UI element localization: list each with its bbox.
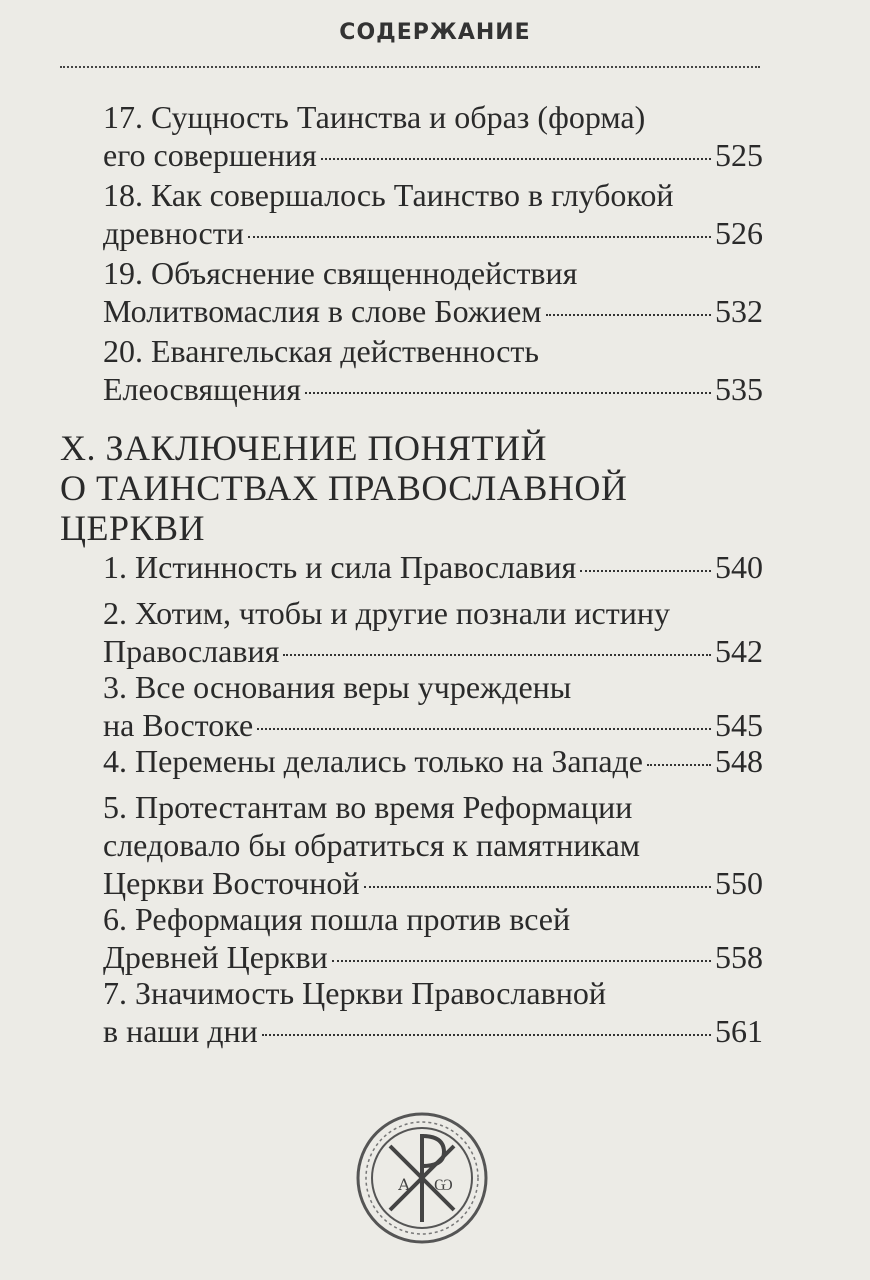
toc-entry-x-5[interactable]: 5. Протестантам во время Реформации следовало бы обратиться к памятникам Церкви Восточной 550 [103,789,763,901]
toc-entry-17[interactable]: 17. Сущность Таинства и образ (форма) его совершения 525 [103,99,763,173]
toc-entry-19[interactable]: 19. Объяснение священнодействия Молитвомаслия в слове Божием 532 [103,255,763,329]
page-number: 542 [715,633,763,669]
toc-entry-x-7[interactable]: 7. Значимость Церкви Православной в наши дни 561 [103,975,763,1049]
page-number: 548 [715,743,763,779]
toc-entry-x-3[interactable]: 3. Все основания веры учреждены на Востоке 545 [103,669,763,743]
toc-entry-x-2[interactable]: 2. Хотим, чтобы и другие познали истину Православия 542 [103,595,763,669]
toc-entry-20[interactable]: 20. Евангельская действенность Елеосвящения 535 [103,333,763,407]
toc-entry-x-6[interactable]: 6. Реформация пошла против всей Древней Церкви 558 [103,901,763,975]
page-number: 550 [715,865,763,901]
page-number: 540 [715,549,763,585]
header-divider [60,66,760,68]
omega-letter: Ѡ [434,1175,453,1194]
toc-entry-x-4[interactable]: 4. Перемены делались только на Западе 548 [103,743,763,779]
page-header: СОДЕРЖАНИЕ [339,20,531,45]
alpha-letter: А [398,1175,411,1194]
section-heading-x[interactable]: X. ЗАКЛЮЧЕНИЕ ПОНЯТИЙ О ТАИНСТВАХ ПРАВОСЛАВНОЙ ЦЕРКВИ [60,428,628,548]
page-number: 561 [715,1013,763,1049]
toc-entry-18[interactable]: 18. Как совершалось Таинство в глубокой древности 526 [103,177,763,251]
toc-entry-x-1[interactable]: 1. Истинность и сила Православия 540 [103,549,763,585]
page-number: 532 [715,293,763,329]
page-number: 526 [715,215,763,251]
page-number: 558 [715,939,763,975]
page-number: 545 [715,707,763,743]
page-number: 535 [715,371,763,407]
chi-rho-emblem-icon [354,1110,490,1246]
page-number: 525 [715,137,763,173]
